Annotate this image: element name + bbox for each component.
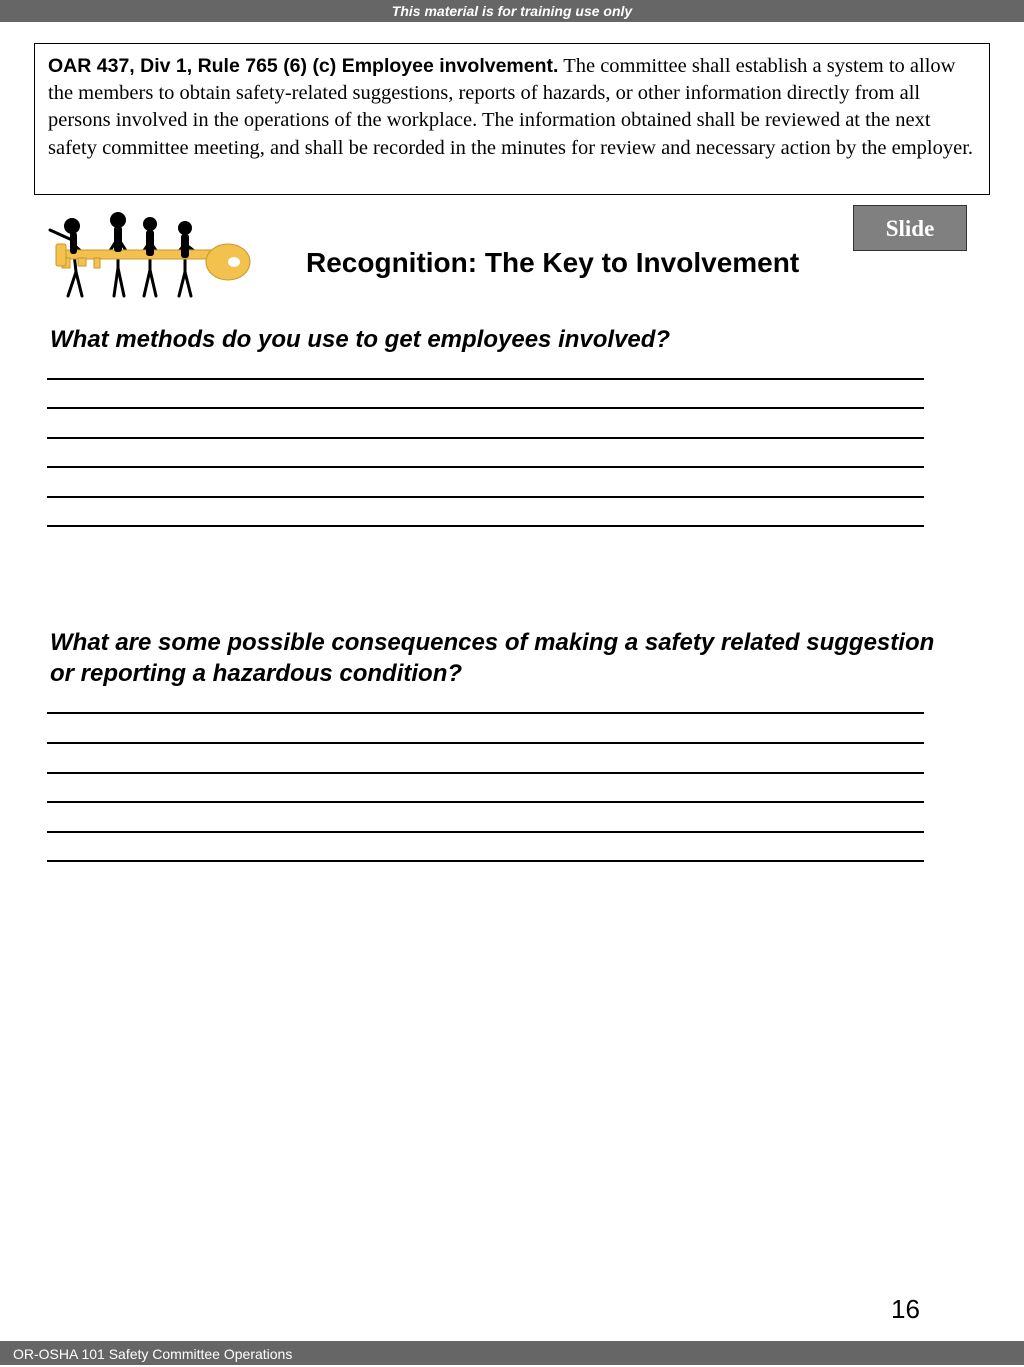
answer-line[interactable] [47,407,924,409]
question-2: What are some possible consequences of making a safety related suggestion or reporting a hazardous condition? [50,629,935,687]
course-footer: OR-OSHA 101 Safety Committee Operations [0,1341,1024,1365]
answer-line[interactable] [47,525,924,527]
answer-line[interactable] [47,742,924,744]
answer-line[interactable] [47,496,924,498]
people-carrying-key-icon [42,210,254,306]
rule-title: OAR 437, Div 1, Rule 765 (6) (c) Employee involvement. [48,55,559,77]
page-heading: Recognition: The Key to Involvement [306,247,800,278]
page-number: 16 [891,1294,920,1324]
answer-line[interactable] [47,378,924,380]
answer-line[interactable] [47,437,924,439]
question-1: What methods do you use to get employees involved? [50,326,671,353]
training-banner: This material is for training use only [0,0,1024,22]
answer-line[interactable] [47,860,924,862]
rule-body: The committee shall establish a system to allow the members to obtain safety-related suggestions, reports of hazards, or other information directly from all persons involved in the operations of the workplace. The information obtained shall be reviewed at the next safety committee meeting, and shall be recorded in the minutes for review and necessary action by the employer. [48,55,974,159]
answer-line[interactable] [47,801,924,803]
slide-label-box: Slide [853,205,967,251]
rule-text-box [34,43,990,195]
answer-line[interactable] [47,831,924,833]
answer-line[interactable] [47,466,924,468]
answer-line[interactable] [47,712,924,714]
answer-line[interactable] [47,772,924,774]
